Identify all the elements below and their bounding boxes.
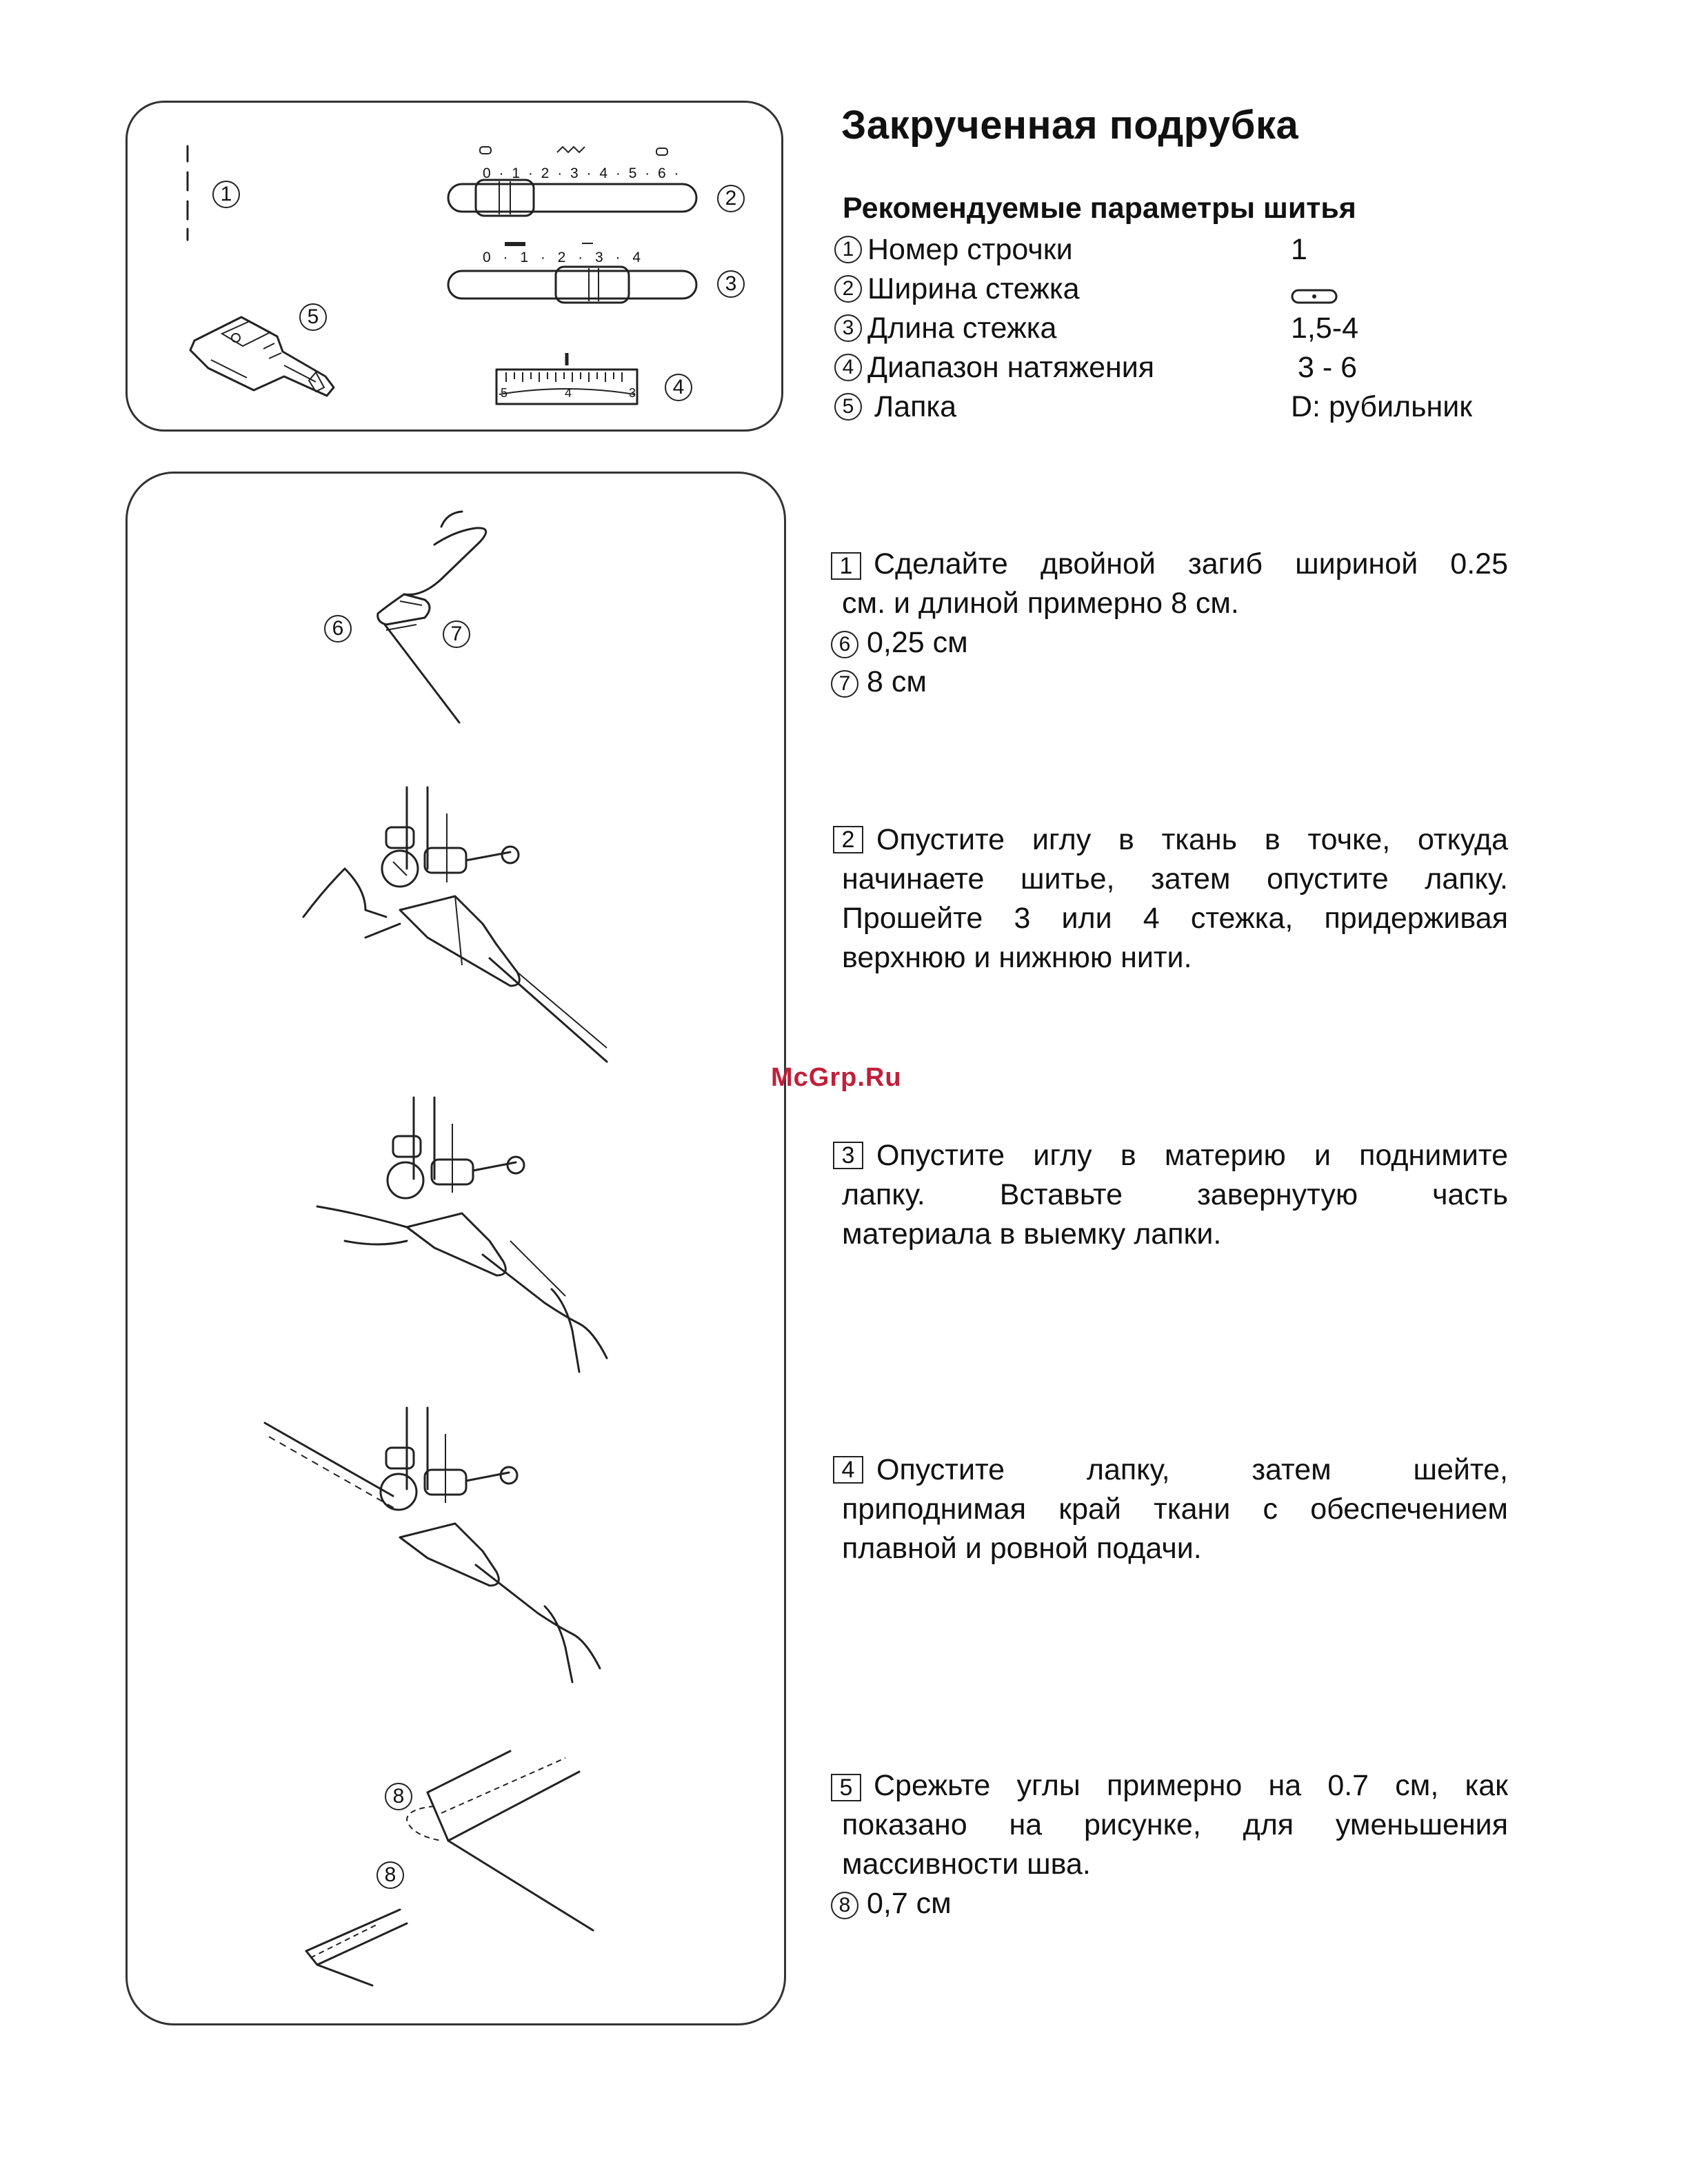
width-scale: 0 · 1 · 2 · 3 · 4 · 5 · 6 · [483, 165, 681, 181]
step-line: начинаете шитье, затем опустите лапку. [842, 862, 1508, 896]
setting-num: 5 [834, 393, 862, 421]
step-line: Прошейте 3 или 4 стежка, придерживая [842, 902, 1508, 935]
callout-4: 4 [665, 374, 692, 401]
setting-num: 2 [834, 275, 862, 303]
sub-text: 0,25 см [866, 626, 968, 659]
step-line [831, 545, 1508, 584]
step-line: Опустите иглу в материю и поднимите [876, 1139, 1508, 1172]
watermark: McGrp.Ru [771, 1063, 902, 1092]
setting-row-pattern [834, 230, 1524, 269]
setting-label: Диапазон натяжения [867, 350, 1155, 384]
callout-3: 3 [717, 270, 745, 298]
callout-5: 5 [299, 303, 327, 331]
setting-row-tension [834, 348, 1524, 387]
setting-label: Длина стежка [867, 311, 1057, 345]
setting-row-foot [834, 387, 1524, 426]
step-4 [831, 1450, 1508, 1568]
needle-down-illustration [290, 786, 621, 1075]
sub-text: 0,7 см [866, 1887, 952, 1920]
setting-value: D: рубильник [1291, 390, 1473, 423]
sub-num: 8 [831, 1892, 858, 1919]
callout-2: 2 [717, 185, 745, 212]
sub-num: 6 [831, 631, 858, 658]
step-line: Опустите иглу в ткань в точке, откуда [876, 823, 1508, 856]
step-5 [831, 1766, 1508, 1923]
step-1-number: 1 [831, 552, 861, 580]
corner-trim-callout-top: 8 [385, 1783, 412, 1810]
step-text: Сделайте двойной загиб шириной 0.25 [874, 547, 1508, 580]
step-line: массивности шва. [842, 1848, 1091, 1881]
step-line: приподнимая край ткани с обеспечением [842, 1493, 1508, 1526]
step-line: верхнюю и нижнюю нити. [842, 941, 1192, 974]
corner-trim-callout-bottom: 8 [376, 1861, 404, 1889]
setting-num: 4 [834, 354, 862, 381]
step-line: показано на рисунке, для уменьшения [842, 1808, 1508, 1841]
fold-fabric-illustration [359, 503, 510, 731]
straight-stitch-pattern-icon [181, 145, 194, 241]
step-1 [831, 545, 1508, 702]
setting-num: 1 [834, 236, 862, 263]
setting-row-width [834, 270, 1524, 308]
step-4-number: 4 [833, 1456, 863, 1484]
insert-fabric-illustration [303, 1096, 627, 1386]
callout-1: 1 [212, 181, 240, 208]
tension-label-3: 3 [628, 386, 636, 400]
settings-heading: Рекомендуемые параметры шитья [843, 192, 1356, 225]
setting-value: 3 - 6 [1298, 350, 1358, 384]
tension-label-5: 5 [501, 386, 508, 400]
setting-label: Номер строчки [867, 232, 1073, 266]
trim-corners-illustration [303, 1751, 593, 1999]
step-text: Срежьте углы примерно на 0.7 см, как [874, 1769, 1508, 1802]
step-line: плавной и ровной подачи. [842, 1532, 1202, 1565]
fold-length-callout: 7 [443, 620, 470, 648]
sub-num: 7 [831, 670, 858, 698]
stitch-length-slider-icon [441, 238, 703, 307]
step-sub-line [831, 663, 1508, 702]
stitch-width-center-icon [1291, 279, 1339, 313]
tension-label-4: 4 [564, 386, 572, 400]
step-line: лапку. Вставьте завернутую часть [842, 1178, 1508, 1211]
setting-num: 3 [834, 314, 862, 342]
step-3-number: 3 [833, 1142, 863, 1169]
setting-value: 1,5-4 [1291, 311, 1359, 345]
step-2 [831, 820, 1508, 978]
step-3 [831, 1136, 1508, 1254]
setting-label: Лапка [874, 390, 957, 423]
step-2-number: 2 [833, 826, 863, 853]
page-title: Закрученная подрубка [841, 103, 1299, 148]
step-line [831, 1766, 1508, 1806]
step-line: материала в выемку лапки. [842, 1217, 1222, 1251]
step-line: Опустите лапку, затем шейте, [876, 1453, 1508, 1486]
tension-scale [501, 386, 636, 401]
sub-text: 8 см [866, 665, 927, 698]
setting-row-length [834, 309, 1524, 347]
step-line: см. и длиной примерно 8 см. [842, 587, 1239, 620]
step-sub-line [831, 1884, 1508, 1923]
step-sub-line [831, 623, 1508, 663]
sew-hem-illustration [262, 1406, 627, 1703]
step-5-number: 5 [831, 1774, 861, 1801]
setting-value: 1 [1291, 232, 1307, 266]
length-scale: 0 · 1 · 2 · 3 · 4 [483, 250, 645, 265]
setting-label: Ширина стежка [867, 272, 1080, 305]
fold-width-callout: 6 [324, 615, 352, 643]
